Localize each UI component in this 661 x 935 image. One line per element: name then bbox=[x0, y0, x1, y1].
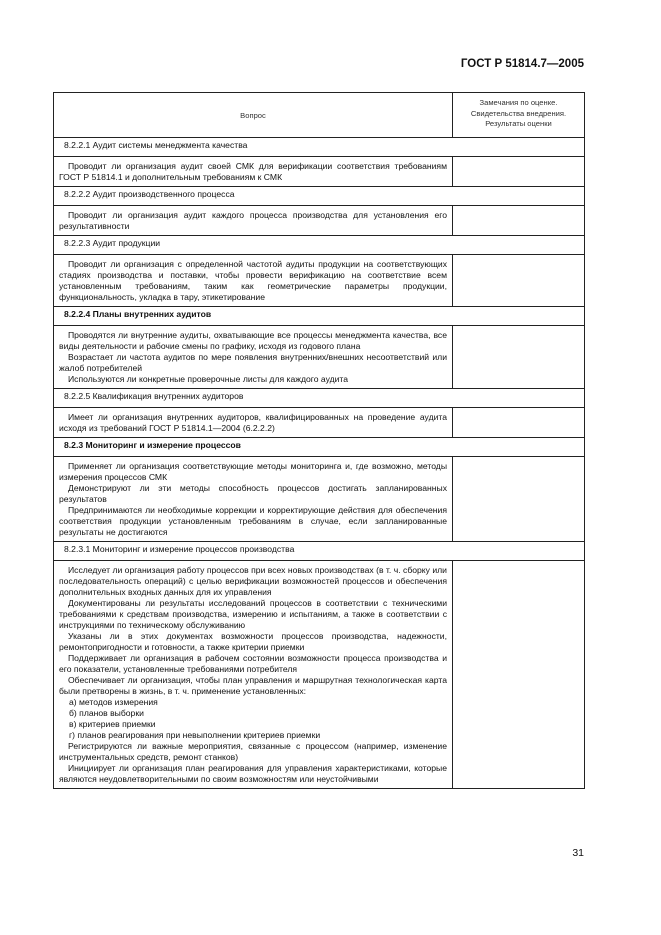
section-heading: 8.2.3.1 Мониторинг и измерение процессов производства bbox=[54, 542, 585, 561]
question-text: Проводит ли организация аудит каждого процесса производства для установления его результативности bbox=[59, 210, 447, 231]
question-cell bbox=[54, 206, 453, 236]
section-heading-row bbox=[54, 542, 585, 561]
question-text: Применяет ли организация соответствующие методы мониторинга и, где возможно, методы измерения процессов СМК bbox=[59, 461, 447, 482]
assessment-table bbox=[53, 92, 585, 789]
question-text: Возрастает ли частота аудитов по мере появления внутренних/внешних несоответствий или жалоб потребителей bbox=[59, 352, 447, 373]
section-heading-row bbox=[54, 438, 585, 457]
question-row bbox=[54, 255, 585, 307]
question-row bbox=[54, 457, 585, 542]
question-row bbox=[54, 408, 585, 438]
question-text: Инициирует ли организация план реагирования для управления характеристиками, которые являются неудовлетворительными по своим возможностям или неустойчивыми bbox=[59, 763, 447, 784]
section-heading: 8.2.2.5 Квалификация внутренних аудиторов bbox=[54, 389, 585, 408]
question-text: Регистрируются ли важные мероприятия, связанные с процессом (например, изменение инструментальных средств, ремонт станков) bbox=[59, 741, 447, 762]
list-item: б) планов выборки bbox=[69, 708, 144, 718]
remarks-cell[interactable] bbox=[453, 157, 585, 187]
document-code: ГОСТ Р 51814.7—2005 bbox=[460, 58, 584, 70]
question-row bbox=[54, 561, 585, 789]
section-heading: 8.2.3 Мониторинг и измерение процессов bbox=[54, 438, 585, 457]
column-header-remarks: Замечания по оценке. Свидетельства внедрения. Результаты оценки bbox=[453, 93, 585, 138]
section-heading: 8.2.2.1 Аудит системы менеджмента качества bbox=[54, 138, 585, 157]
question-text: Исследует ли организация работу процессов при всех новых производствах (в т. ч. сборку или последовательность операций) с целью верификации возможностей процессов и обеспечения дополнительных входных данных для их управления bbox=[59, 565, 447, 597]
section-heading-row bbox=[54, 389, 585, 408]
question-text: Имеет ли организация внутренних аудиторов, квалифицированных на проведение аудита исходя из требований ГОСТ Р 51814.1—2004 (6.2.2.2) bbox=[59, 412, 447, 433]
section-heading-row bbox=[54, 307, 585, 326]
section-heading: 8.2.2.4 Планы внутренних аудитов bbox=[54, 307, 585, 326]
question-text: Предпринимаются ли необходимые коррекции и корректирующие действия для обеспечения соответствия продукции установленным требованиям в случае, если запланированные результаты не достигаются bbox=[59, 505, 447, 537]
section-heading-row bbox=[54, 236, 585, 255]
question-row bbox=[54, 157, 585, 187]
column-header-question: Вопрос bbox=[54, 93, 453, 138]
list-item: а) методов измерения bbox=[69, 697, 158, 707]
remarks-cell[interactable] bbox=[453, 561, 585, 789]
question-cell bbox=[54, 255, 453, 307]
remarks-cell[interactable] bbox=[453, 408, 585, 438]
remarks-cell[interactable] bbox=[453, 326, 585, 389]
question-cell bbox=[54, 457, 453, 542]
question-text: Документированы ли результаты исследований процессов в соответствии с техническими требованиями к средствам производства, измерению и испытаниям, а также в соответствии с инструкциями по техническому обслуживанию bbox=[59, 598, 447, 630]
question-text: Поддерживает ли организация в рабочем состоянии возможности процесса производства и его показатели, установленные требованиями потребителя bbox=[59, 653, 447, 674]
section-heading-row bbox=[54, 138, 585, 157]
question-cell bbox=[54, 326, 453, 389]
question-text: Обеспечивает ли организация, чтобы план управления и маршрутная технологическая карта были претворены в жизнь, в т. ч. применение установленных: bbox=[59, 675, 447, 696]
table-header-row bbox=[54, 93, 585, 138]
remarks-cell[interactable] bbox=[453, 255, 585, 307]
section-heading: 8.2.2.2 Аудит производственного процесса bbox=[54, 187, 585, 206]
question-text: Проводятся ли внутренние аудиты, охватывающие все процессы менеджмента качества, все виды деятельности и рабочие смены по графику, исходя из годового плана bbox=[59, 330, 447, 351]
question-cell bbox=[54, 561, 453, 789]
remarks-cell[interactable] bbox=[453, 457, 585, 542]
list-item: в) критериев приемки bbox=[69, 719, 156, 729]
section-heading: 8.2.2.3 Аудит продукции bbox=[54, 236, 585, 255]
question-row bbox=[54, 206, 585, 236]
page-number: 31 bbox=[572, 847, 584, 859]
question-cell bbox=[54, 408, 453, 438]
question-row bbox=[54, 326, 585, 389]
question-text: Используются ли конкретные проверочные листы для каждого аудита bbox=[68, 374, 349, 384]
section-heading-row bbox=[54, 187, 585, 206]
remarks-cell[interactable] bbox=[453, 206, 585, 236]
question-text: Демонстрируют ли эти методы способность процессов достигать запланированных результатов bbox=[59, 483, 447, 504]
question-text: Проводит ли организация аудит своей СМК для верификации соответствия требованиям ГОСТ Р 51814.1 и дополнительным требованиям к СМК bbox=[59, 161, 447, 182]
question-cell bbox=[54, 157, 453, 187]
list-item: г) планов реагирования при невыполнении критериев приемки bbox=[69, 730, 321, 740]
question-text: Указаны ли в этих документах возможности процессов производства, надежности, ремонтопригодности и готовности, а также критерии приемки bbox=[59, 631, 447, 652]
question-text: Проводит ли организация с определенной частотой аудиты продукции на соответствующих стадиях производства и поставки, чтобы провести верификацию на соответствие всем установленным требованиям, таким как геометрические параметры продукции, функциональность, укладка в тару, этикетирование bbox=[59, 259, 447, 302]
